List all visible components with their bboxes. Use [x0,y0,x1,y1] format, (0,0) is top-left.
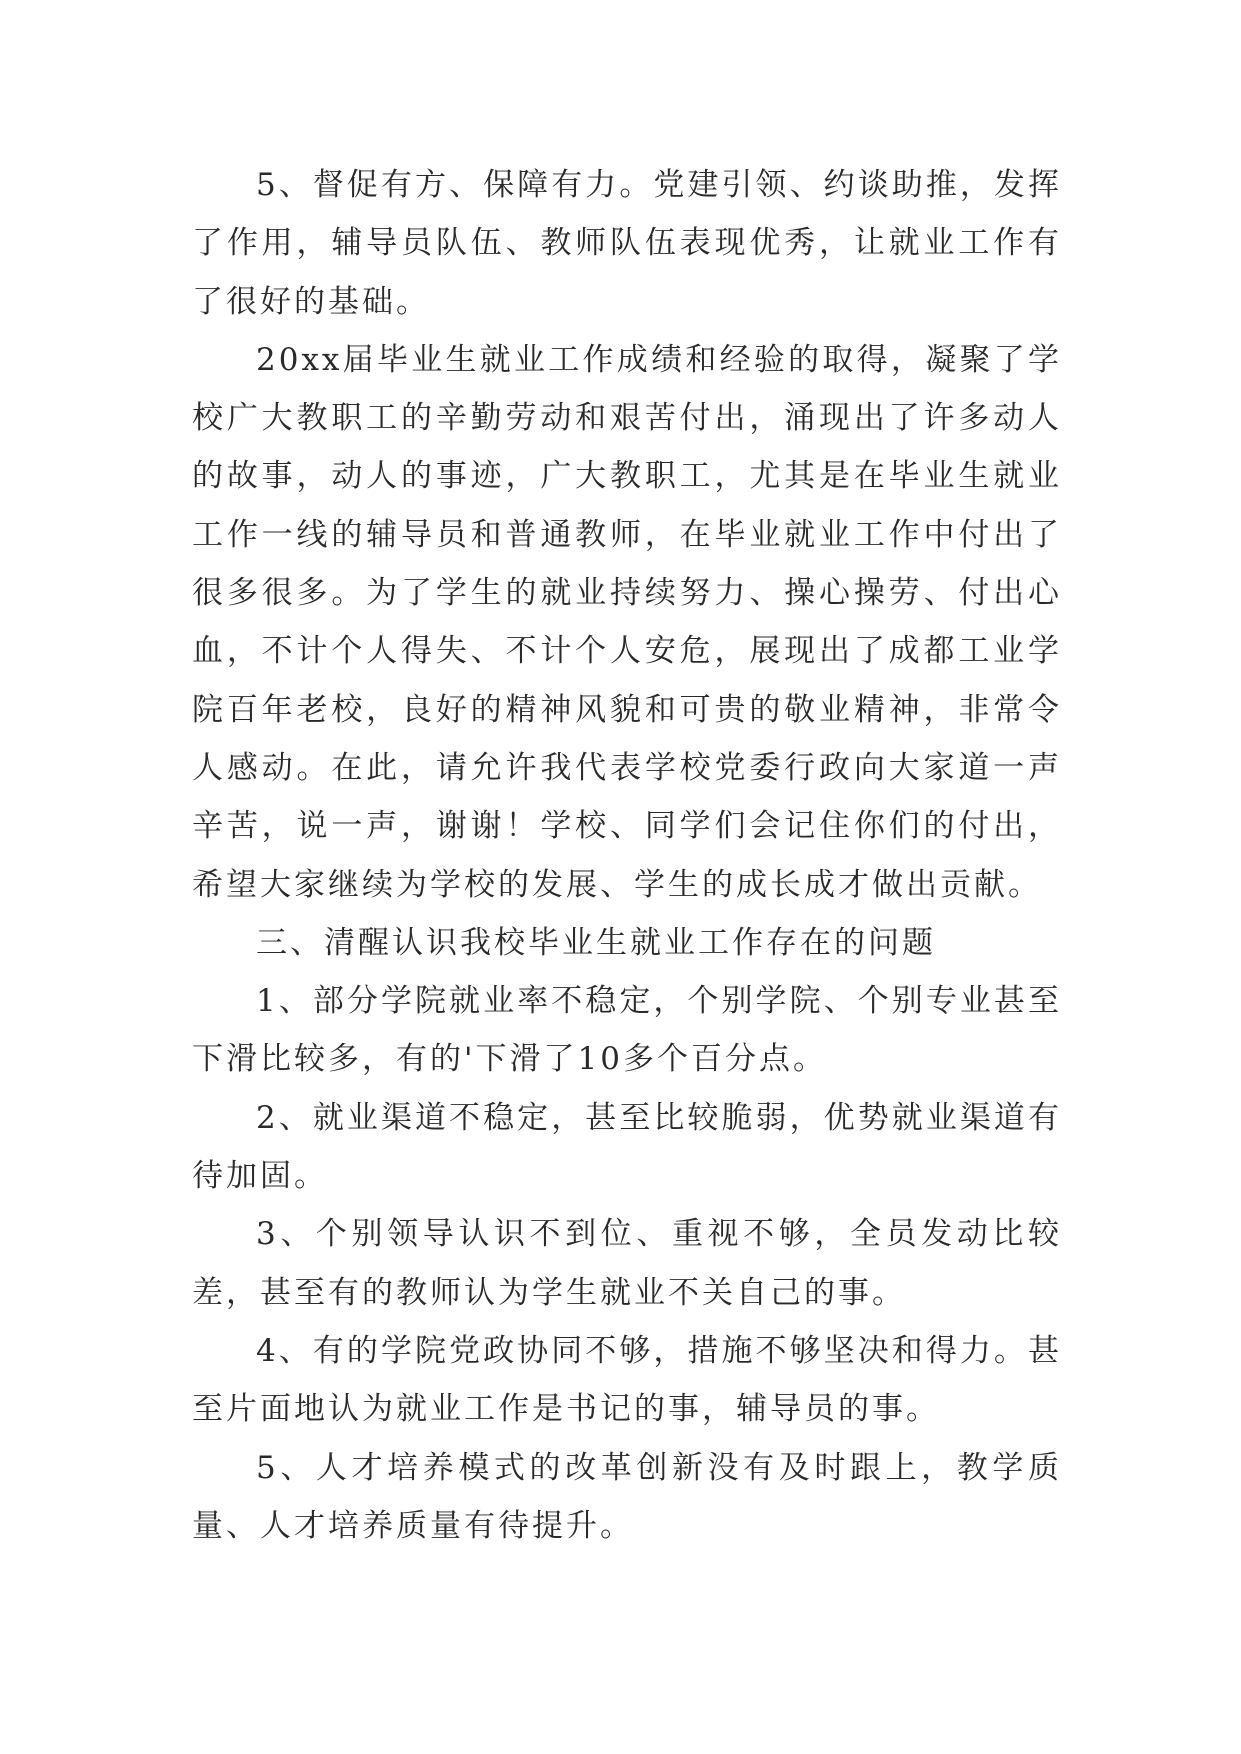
document-body [192,156,1062,1555]
paragraph-problem-2: 2、就业渠道不稳定，甚至比较脆弱，优势就业渠道有待加固。 [192,1099,1062,1195]
paragraph-problem-1: 1、部分学院就业率不稳定，个别学院、个别专业甚至下滑比较多，有的'下滑了10多个百分点。 [192,983,1062,1078]
section-heading-problems: 三、清醒认识我校毕业生就业工作存在的问题 [256,924,936,961]
paragraph-supervision: 5、督促有方、保障有力。党建引领、约谈助推，发挥了作用，辅导员队伍、教师队伍表现优秀，让就业工作有了很好的基础。 [192,167,1062,320]
paragraph-problem-4: 4、有的学院党政协同不够，措施不够坚决和得力。甚至片面地认为就业工作是书记的事，辅导员的事。 [192,1332,1062,1428]
paragraph-problem-3: 3、个别领导认识不到位、重视不够，全员发动比较差，甚至有的教师认为学生就业不关自己的事。 [192,1216,1062,1311]
paragraph-problem-5: 5、人才培养模式的改革创新没有及时跟上，教学质量、人才培养质量有待提升。 [192,1449,1062,1544]
paragraph-achievements: 20xx届毕业生就业工作成绩和经验的取得，凝聚了学校广大教职工的辛勤劳动和艰苦付出，涌现出了许多动人的故事，动人的事迹，广大教职工，尤其是在毕业生就业工作一线的辅导员和普通教师，在毕业就业工作中付出了很多很多。为了学生的就业持续努力、操心操劳、付出心血，不计个人得失、不计个人安危，展现出了成都工业学院百年老校，良好的精神风貌和可贵的敬业精神，非常令人感动。在此，请允许我代表学校党委行政向大家道一声辛苦，说一声，谢谢！学校、同学们会记住你们的付出，希望大家继续为学校的发展、学生的成长成才做出贡献。 [192,341,1062,903]
